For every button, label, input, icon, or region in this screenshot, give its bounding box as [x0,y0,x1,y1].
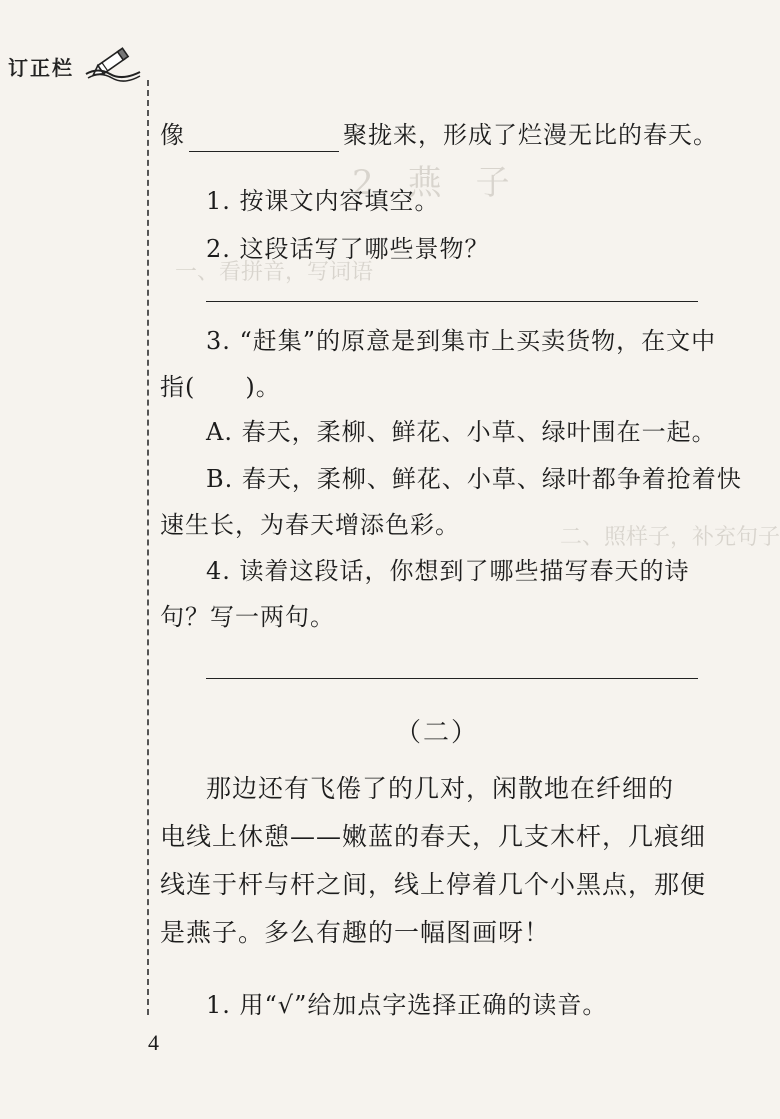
section-heading: （二） [395,718,480,748]
passage-text: 像 [160,121,185,149]
bleed-through-text: 一、看拼音，写词语 [175,260,374,285]
answer-line[interactable] [206,678,698,679]
answer-line[interactable] [206,301,698,302]
correction-column-label: 订正栏 [8,56,74,80]
fill-in-blank[interactable] [189,125,339,152]
question-3-line1: 3. “赶集”的原意是到集市上买卖货物，在文中 [206,327,717,355]
passage-line: 那边还有飞倦了的几对，闲散地在纤细的 [206,774,675,803]
passage-line: 线连于杆与杆之间，线上停着几个小黑点，那便 [160,870,707,899]
passage-line: 电线上休憩——嫩蓝的春天，几支木杆，几痕细 [160,822,707,851]
question-2: 2. 这段话写了哪些景物？ [206,235,490,263]
bleed-through-text: 二、照样子，补充句子 [560,525,780,550]
option-a[interactable]: A. 春天，柔柳、鲜花、小草、绿叶围在一起。 [206,418,717,446]
passage-line-fill-in [160,118,718,152]
section2-question-1: 1. 用“√”给加点字选择正确的读音。 [206,991,608,1019]
question-4-line2: 句？写一两句。 [160,603,335,631]
option-b-line1[interactable]: B. 春天，柔柳、鲜花、小草、绿叶都争着抢着快 [206,465,742,493]
page-number: 4 [148,1030,159,1055]
passage-text: 聚拢来，形成了烂漫无比的春天。 [343,121,718,149]
pencil-icon [84,40,142,82]
correction-column-divider [147,80,149,1015]
passage-line: 是燕子。多么有趣的一幅图画呀！ [160,918,551,947]
question-1: 1. 按课文内容填空。 [206,187,440,215]
bleed-through-text: 2 燕 子 [352,163,510,203]
question-4-line1: 4. 读着这段话，你想到了哪些描写春天的诗 [206,557,690,585]
option-b-line2: 速生长，为春天增添色彩。 [160,511,460,539]
question-3-line2: 指( )。 [160,373,281,401]
